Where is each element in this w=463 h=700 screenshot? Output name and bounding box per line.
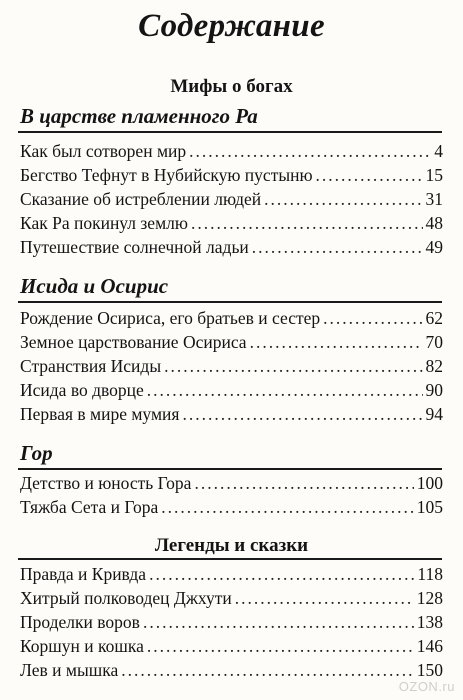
chapter-rule <box>18 301 442 303</box>
entry-title: Бегство Тефнут в Нубийскую пустыню <box>20 165 313 185</box>
toc-entry[interactable] <box>20 212 443 234</box>
dot-leader <box>316 164 423 186</box>
part-heading-myths: Мифы о богах <box>170 76 293 97</box>
entry-title: Земное царствование Осириса <box>20 332 247 352</box>
toc-entry[interactable] <box>20 403 443 425</box>
entry-title: Тяжба Сета и Гора <box>20 497 159 517</box>
entry-title: Лев и мышка <box>20 660 119 680</box>
chapter-heading-ra: В царстве пламенного Ра <box>20 104 258 128</box>
toc-entry[interactable] <box>20 307 443 329</box>
entry-title: Проделки воров <box>20 612 140 632</box>
toc-entry[interactable] <box>20 563 443 585</box>
entry-page: 105 <box>416 497 443 517</box>
entry-title: Первая в мире мумия <box>20 404 180 424</box>
entry-title: Как был сотворен мир <box>20 141 187 161</box>
entry-title: Как Ра покинул землю <box>20 213 188 233</box>
chapter-heading-isis-osiris: Исида и Осирис <box>20 274 169 298</box>
entry-page: 31 <box>425 189 443 209</box>
dot-leader <box>250 331 423 353</box>
toc-entry[interactable] <box>20 379 443 401</box>
dot-leader <box>121 659 414 681</box>
entry-page: 90 <box>425 380 443 400</box>
dot-leader <box>264 188 422 210</box>
entry-page: 94 <box>425 404 443 424</box>
entry-page: 100 <box>416 473 443 493</box>
toc-entry[interactable] <box>20 355 443 377</box>
entry-page: 49 <box>425 237 443 257</box>
part-rule <box>18 558 442 560</box>
entry-title: Рождение Осириса, его братьев и сестер <box>20 308 321 328</box>
dot-leader <box>194 472 413 494</box>
chapter-heading-horus: Гор <box>20 441 53 465</box>
dot-leader <box>189 140 431 162</box>
dot-leader <box>191 212 423 234</box>
dot-leader <box>252 236 423 258</box>
entry-page: 150 <box>416 660 443 680</box>
page-title: Содержание <box>138 8 325 44</box>
entry-title: Детство и юность Гора <box>20 473 192 493</box>
entry-page: 128 <box>416 588 443 608</box>
dot-leader <box>147 379 423 401</box>
dot-leader <box>164 355 422 377</box>
toc-entry[interactable] <box>20 587 443 609</box>
toc-entry[interactable] <box>20 659 443 681</box>
toc-entry[interactable] <box>20 236 443 258</box>
entry-title: Исида во дворце <box>20 380 144 400</box>
entry-page: 62 <box>425 308 443 328</box>
dot-leader <box>143 611 414 633</box>
entry-page: 118 <box>417 564 443 584</box>
dot-leader <box>235 587 414 609</box>
entry-page: 138 <box>416 612 443 632</box>
toc-entry[interactable] <box>20 611 443 633</box>
dot-leader <box>149 563 414 585</box>
chapter-rule <box>18 131 442 133</box>
entry-title: Хитрый полководец Джхути <box>20 588 232 608</box>
dot-leader <box>161 496 414 518</box>
entry-title: Путешествие солнечной ладьи <box>20 237 249 257</box>
toc-entry[interactable] <box>20 635 443 657</box>
toc-entry[interactable] <box>20 331 443 353</box>
toc-entry[interactable] <box>20 188 443 210</box>
dot-leader <box>323 307 422 329</box>
entry-page: 70 <box>425 332 443 352</box>
entry-title: Странствия Исиды <box>20 356 162 376</box>
toc-entry[interactable] <box>20 140 443 162</box>
entry-title: Коршун и кошка <box>20 636 144 656</box>
watermark-logo: OZON.ru <box>398 679 455 694</box>
dot-leader <box>182 403 422 425</box>
entry-title: Сказание об истреблении людей <box>20 189 262 209</box>
entry-page: 48 <box>425 213 443 233</box>
chapter-rule <box>18 468 442 470</box>
entry-title: Правда и Кривда <box>20 564 147 584</box>
entry-page: 4 <box>434 141 443 161</box>
toc-entry[interactable] <box>20 472 443 494</box>
entry-page: 15 <box>425 165 443 185</box>
toc-entry[interactable] <box>20 496 443 518</box>
toc-entry[interactable] <box>20 164 443 186</box>
entry-page: 82 <box>425 356 443 376</box>
entry-page: 146 <box>416 636 443 656</box>
part-heading-legends: Легенды и сказки <box>154 535 309 556</box>
dot-leader <box>147 635 414 657</box>
